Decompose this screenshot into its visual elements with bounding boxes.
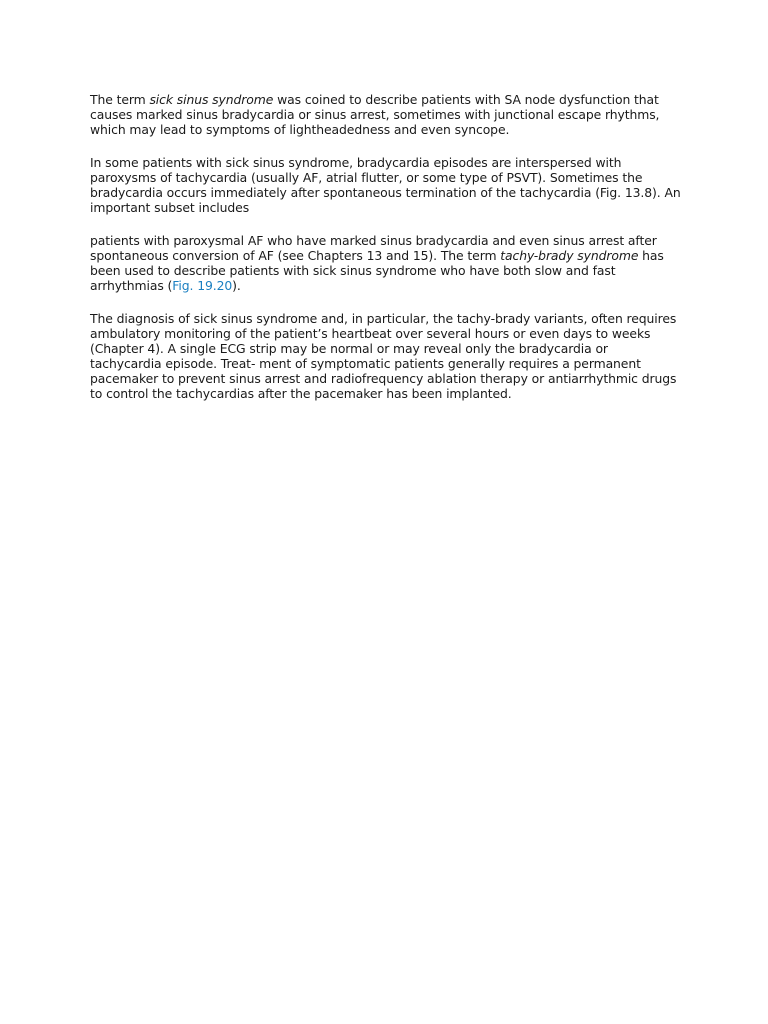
- text-run: In some patients with sick sinus syndrome, bradycardia episodes are interspersed with paroxysms of tachycardia (usually AF, atrial flutter, or some type of PSVT). Sometimes the bradycardia occurs immediately after spontaneous termination of the tachycardia (Fig. 13.8). An important subset includes: [90, 155, 681, 215]
- figure-link-19-20[interactable]: Fig. 19.20: [172, 278, 233, 293]
- text-run: has been used to describe patients with sick sinus syndrome who have both slow and fast arrhythmias (: [90, 248, 664, 293]
- text-run: The term: [90, 92, 150, 107]
- term-sick-sinus-syndrome: sick sinus syndrome: [149, 92, 274, 107]
- text-run: The diagnosis of sick sinus syndrome and, in particular, the tachy-brady variants, often requires ambulatory monitoring of the patient’s heartbeat over several hours or even days to weeks (Chapter 4). A single ECG strip may be normal or may reveal only the bradycardia or tachycardia episode. Treat- ment of symptomatic patients generally requires a permanent pacemaker to prevent sinus arrest and radiofrequency ablation therapy or antiarrhythmic drugs to control the tachycardias after the pacemaker has been implanted.: [90, 311, 677, 401]
- paragraph-diagnosis: [90, 311, 682, 401]
- text-run: patients with paroxysmal AF who have marked sinus bradycardia and even sinus arrest after spontaneous conversion of AF (see Chapters 13 and 15). The term: [90, 233, 657, 263]
- paragraph-tachy-brady: [90, 233, 682, 293]
- text-run: ).: [232, 278, 241, 293]
- text-run: was coined to describe patients with SA node dysfunction that causes marked sinus bradycardia or sinus arrest, sometimes with junctional escape rhythms, which may lead to symptoms of lightheadedness and even syncope.: [90, 92, 660, 137]
- term-tachy-brady-syndrome: tachy-brady syndrome: [500, 248, 639, 263]
- paragraph-bradycardia-episodes: [90, 155, 682, 215]
- paragraph-sick-sinus-definition: [90, 92, 682, 137]
- document-page: [90, 92, 682, 419]
